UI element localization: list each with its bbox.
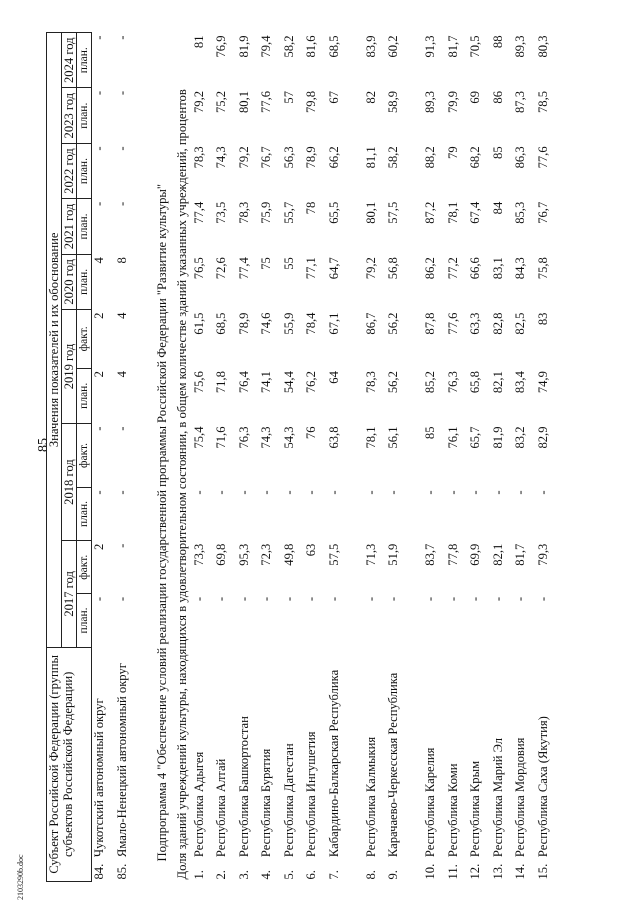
region-name: Карачаево-Черкесская Республика — [386, 672, 400, 858]
value-cell: 58,2 — [281, 35, 296, 58]
year-header: 2024 год — [62, 33, 77, 88]
value-cell: 74,9 — [535, 371, 550, 394]
value-cell: - — [423, 596, 437, 602]
value-cell: 72,6 — [214, 257, 228, 280]
row-index: 14. — [513, 863, 527, 880]
plan-subheader: план. — [77, 254, 92, 309]
row-index: 4. — [259, 870, 273, 880]
value-cell: 85 — [423, 426, 437, 440]
year-header: 2020 год — [62, 254, 77, 309]
value-cell: 77,8 — [445, 543, 460, 566]
value-cell: 55,7 — [281, 201, 296, 224]
value-cell: 78,1 — [363, 426, 378, 449]
plan-subheader: план. — [77, 594, 92, 647]
value-cell: 81,6 — [304, 35, 318, 58]
value-cell: 68,2 — [468, 146, 482, 169]
year-header: 2018 год — [62, 424, 77, 541]
value-cell: 75,6 — [191, 371, 206, 394]
values-header: Значения показателей и их обоснование — [47, 33, 62, 648]
value-cell: 61,5 — [191, 312, 206, 335]
value-cell: 56,2 — [386, 312, 400, 335]
plan-subheader: план. — [77, 143, 92, 198]
row-index: 2. — [214, 870, 228, 880]
value-cell: 56,3 — [281, 146, 296, 169]
value-cell: 73,5 — [214, 201, 228, 224]
value-cell: 83,1 — [490, 257, 505, 280]
value-cell: - — [386, 596, 400, 602]
value-cell: 56,1 — [386, 426, 400, 449]
value-cell: 82,8 — [490, 312, 505, 335]
year-header: 2017 год — [62, 541, 77, 648]
value-cell: - — [214, 490, 228, 495]
region-name: Республика Дагестан — [281, 743, 296, 858]
value-cell: 58,9 — [386, 90, 400, 114]
value-cell: - — [191, 596, 206, 602]
value-cell: 83 — [535, 312, 550, 326]
table-body-main — [192, 33, 559, 882]
plan-subheader: план. — [77, 368, 92, 423]
value-cell: 71,3 — [363, 543, 378, 566]
value-cell: 57 — [281, 90, 296, 104]
value-cell: 75,4 — [191, 426, 206, 449]
value-cell: 79,3 — [535, 543, 550, 566]
value-cell: 86,2 — [423, 257, 437, 280]
value-cell: 77,4 — [236, 257, 251, 280]
region-name: Республика Бурятия — [259, 748, 273, 858]
region-name: Ямало-Ненецкий автономный округ — [114, 663, 129, 858]
table-row — [92, 33, 115, 882]
value-cell: 73,3 — [191, 543, 206, 566]
table-row — [491, 33, 514, 882]
value-cell: - — [114, 426, 129, 431]
value-cell: - — [236, 490, 251, 495]
value-cell: 84,3 — [513, 257, 527, 280]
subject-column-header: Субъект Российской Федерации (группы субъектов Российской Федерации) — [47, 647, 92, 881]
value-cell: 75 — [259, 257, 273, 270]
value-cell: 85,2 — [423, 371, 437, 394]
rotated-document — [46, 32, 626, 882]
value-cell: 78,3 — [191, 146, 206, 169]
region-name: Республика Коми — [445, 763, 460, 858]
value-cell: 79,2 — [191, 90, 206, 114]
region-name: Чукотский автономный округ — [92, 698, 106, 858]
value-cell: 91,3 — [423, 35, 437, 58]
row-index: 11. — [445, 864, 460, 880]
value-cell: - — [92, 596, 106, 602]
value-cell: 78 — [304, 201, 318, 215]
value-cell: 87,8 — [423, 312, 437, 335]
value-cell: 77,6 — [445, 312, 460, 335]
region-name: Республика Адыгея — [191, 751, 206, 858]
row-index: 12. — [468, 863, 482, 880]
value-cell: 77,4 — [191, 201, 206, 224]
value-cell: - — [92, 426, 106, 431]
value-cell: 78,3 — [236, 201, 251, 224]
plan-subheader: план. — [77, 88, 92, 143]
value-cell: 66,2 — [326, 146, 341, 169]
value-cell: - — [114, 543, 129, 548]
value-cell: - — [92, 490, 106, 495]
region-name: Республика Карелия — [423, 747, 437, 858]
value-cell: 75,8 — [535, 257, 550, 280]
value-cell: 82,9 — [535, 426, 550, 449]
value-cell: 4 — [114, 371, 129, 378]
value-cell: 65,7 — [468, 426, 482, 449]
value-cell: 79,8 — [304, 90, 318, 114]
value-cell: 76,7 — [535, 201, 550, 224]
value-cell: 76,2 — [304, 371, 318, 394]
table-row — [446, 33, 469, 882]
value-cell: 69 — [468, 90, 482, 104]
value-cell: 76,7 — [259, 146, 273, 169]
value-cell: 81 — [191, 35, 206, 49]
fact-subheader: факт. — [77, 541, 92, 594]
value-cell: - — [114, 490, 129, 495]
value-cell: 63 — [304, 543, 318, 557]
value-cell: - — [468, 596, 482, 602]
table-row — [237, 33, 260, 882]
value-cell: 55 — [281, 257, 296, 270]
value-cell: 60,2 — [386, 35, 400, 58]
value-cell: - — [304, 596, 318, 602]
region-name: Республика Ингушетия — [304, 731, 318, 858]
value-cell: 79,9 — [445, 90, 460, 114]
value-cell: 54,4 — [281, 371, 296, 394]
section-titles — [152, 33, 192, 882]
value-cell: - — [281, 490, 296, 495]
value-cell: 81,9 — [490, 426, 505, 449]
value-cell: 80,3 — [535, 35, 550, 58]
year-header: 2023 год — [62, 88, 77, 143]
value-cell: 63,3 — [468, 312, 482, 335]
table-row — [513, 33, 536, 882]
footer-filename: 2103290b.doc — [16, 854, 25, 900]
value-cell: 86,3 — [513, 146, 527, 169]
value-cell: 64 — [326, 371, 341, 384]
row-index: 1. — [191, 870, 206, 880]
value-cell: 79,2 — [236, 146, 251, 169]
value-cell: 76,3 — [445, 371, 460, 394]
plan-subheader: план. — [77, 487, 92, 540]
value-cell: - — [326, 490, 341, 495]
value-cell: - — [535, 596, 550, 602]
value-cell: 71,8 — [214, 371, 228, 394]
value-cell: 71,6 — [214, 426, 228, 449]
value-cell: 74,3 — [259, 426, 273, 449]
row-index: 84. — [92, 863, 106, 880]
value-cell: 81,7 — [445, 35, 460, 58]
value-cell: 58,2 — [386, 146, 400, 169]
value-cell: 78,3 — [363, 371, 378, 394]
value-cell: - — [114, 201, 129, 206]
region-name: Кабардино-Балкарская Республика — [326, 669, 341, 858]
value-cell: 86,7 — [363, 312, 378, 335]
row-index: 10. — [423, 863, 437, 880]
table-row — [304, 33, 327, 882]
value-cell: 95,3 — [236, 543, 251, 566]
value-cell: 84 — [490, 201, 505, 215]
value-cell: 75,9 — [259, 201, 273, 224]
value-cell: - — [490, 490, 505, 495]
value-cell: 74,1 — [259, 371, 273, 394]
value-cell: 80,1 — [363, 201, 378, 224]
value-cell: - — [304, 490, 318, 495]
value-cell: 82,5 — [513, 312, 527, 335]
row-index: 85. — [114, 863, 129, 880]
value-cell: - — [423, 490, 437, 495]
value-cell: 83,4 — [513, 371, 527, 394]
value-cell: 77,2 — [445, 257, 460, 280]
value-cell: 81,9 — [236, 35, 251, 58]
value-cell: 67 — [326, 90, 341, 104]
value-cell: 51,9 — [386, 543, 400, 566]
value-cell: 4 — [114, 312, 129, 319]
subprogram-title: Подпрограмма 4 "Обеспечение условий реализации государственной программы Российской Федерации "Развитие культуры" — [154, 183, 169, 862]
value-cell: - — [513, 596, 527, 602]
value-cell: - — [513, 490, 527, 495]
value-cell: 79 — [445, 146, 460, 159]
value-cell: 54,3 — [281, 426, 296, 449]
value-cell: 2 — [92, 371, 106, 378]
value-cell: 56,2 — [386, 371, 400, 394]
value-cell: - — [386, 490, 400, 495]
indicator-title: Доля зданий учреждений культуры, находящихся в удовлетворительном состоянии, в общем количестве зданий указанных учреждений, процентов — [174, 89, 189, 880]
value-cell: 74,6 — [259, 312, 273, 335]
row-index: 13. — [490, 863, 505, 880]
value-cell: 80,1 — [236, 90, 251, 114]
value-cell: 8 — [114, 257, 129, 264]
value-cell: - — [535, 490, 550, 495]
value-cell: - — [92, 35, 106, 40]
value-cell: 4 — [92, 257, 106, 264]
value-cell: 83,9 — [363, 35, 378, 58]
value-cell: 75,2 — [214, 90, 228, 114]
value-cell: 76,9 — [214, 35, 228, 58]
table-row — [282, 33, 305, 882]
value-cell: 78,9 — [236, 312, 251, 335]
value-cell: - — [236, 596, 251, 602]
value-cell: 82 — [363, 90, 378, 104]
value-cell: 74,3 — [214, 146, 228, 169]
table-row — [192, 33, 215, 882]
table-row — [468, 33, 491, 882]
value-cell: - — [191, 490, 206, 495]
fact-subheader: факт. — [77, 310, 92, 369]
value-cell: 79,4 — [259, 35, 273, 58]
table-row — [115, 33, 152, 882]
value-cell: 81,1 — [363, 146, 378, 169]
value-cell: 78,9 — [304, 146, 318, 169]
value-cell: - — [468, 490, 482, 495]
row-index: 6. — [304, 870, 318, 880]
value-cell: - — [92, 90, 106, 96]
table-row — [259, 33, 282, 882]
table-body-top — [92, 33, 152, 882]
value-cell: - — [92, 201, 106, 206]
table-row — [386, 33, 423, 882]
region-name: Республика Мордовия — [513, 737, 527, 858]
value-cell: 70,5 — [468, 35, 482, 58]
table-row — [214, 33, 237, 882]
value-cell: 81,7 — [513, 543, 527, 566]
value-cell: - — [490, 596, 505, 602]
value-cell: 76 — [304, 426, 318, 440]
value-cell: 65,5 — [326, 201, 341, 224]
value-cell: - — [445, 596, 460, 602]
value-cell: 76,3 — [236, 426, 251, 449]
value-cell: - — [281, 596, 296, 602]
plan-subheader: план. — [77, 199, 92, 254]
row-index: 8. — [363, 870, 378, 880]
value-cell: 86 — [490, 90, 505, 104]
value-cell: 82,1 — [490, 543, 505, 566]
value-cell: - — [259, 596, 273, 602]
value-cell: 79,2 — [363, 257, 378, 280]
value-cell: 77,1 — [304, 257, 318, 280]
row-index: 15. — [535, 863, 550, 880]
value-cell: - — [92, 146, 106, 151]
value-cell: - — [214, 596, 228, 602]
value-cell: 77,6 — [259, 90, 273, 114]
region-name: Республика Алтай — [214, 758, 228, 858]
value-cell: 66,6 — [468, 257, 482, 280]
value-cell: 88,2 — [423, 146, 437, 169]
fact-subheader: факт. — [77, 424, 92, 488]
value-cell: 88 — [490, 35, 505, 49]
value-cell: 55,9 — [281, 312, 296, 335]
indicator-table — [46, 32, 558, 882]
value-cell: 69,9 — [468, 543, 482, 566]
region-name: Республика Марий Эл — [490, 737, 505, 858]
row-index: 7. — [326, 870, 341, 880]
table-row — [364, 33, 387, 882]
value-cell: - — [445, 490, 460, 495]
value-cell: - — [114, 146, 129, 151]
value-cell: 76,1 — [445, 426, 460, 449]
value-cell: 56,8 — [386, 257, 400, 280]
value-cell: 69,8 — [214, 543, 228, 566]
region-name: Республика Башкортостан — [236, 716, 251, 858]
value-cell: 64,7 — [326, 257, 341, 280]
value-cell: 76,4 — [236, 371, 251, 394]
value-cell: 67,4 — [468, 201, 482, 224]
value-cell: - — [326, 596, 341, 602]
value-cell: 83,2 — [513, 426, 527, 449]
plan-subheader: план. — [77, 33, 92, 88]
value-cell: 63,8 — [326, 426, 341, 449]
value-cell: 49,8 — [281, 543, 296, 566]
value-cell: 65,8 — [468, 371, 482, 394]
value-cell: 57,5 — [386, 201, 400, 224]
year-header: 2021 год — [62, 199, 77, 254]
value-cell: 89,3 — [423, 90, 437, 114]
value-cell: 87,2 — [423, 201, 437, 224]
table-row — [327, 33, 364, 882]
value-cell: 83,7 — [423, 543, 437, 566]
value-cell: 85 — [490, 146, 505, 159]
value-cell: 57,5 — [326, 543, 341, 566]
value-cell: 2 — [92, 312, 106, 319]
region-name: Республика Калмыкия — [363, 736, 378, 858]
table-row — [536, 33, 559, 882]
value-cell: 89,3 — [513, 35, 527, 58]
region-name: Республика Саха (Якутия) — [535, 716, 550, 858]
table-row — [423, 33, 446, 882]
value-cell: 2 — [92, 543, 106, 550]
value-cell: 85,3 — [513, 201, 527, 224]
value-cell: - — [363, 596, 378, 602]
value-cell: 68,5 — [326, 35, 341, 58]
region-name: Республика Крым — [468, 760, 482, 858]
year-header: 2022 год — [62, 143, 77, 198]
value-cell: 76,5 — [191, 257, 206, 280]
row-index: 3. — [236, 870, 251, 880]
value-cell: 78,1 — [445, 201, 460, 224]
value-cell: 78,5 — [535, 90, 550, 114]
value-cell: - — [259, 490, 273, 495]
value-cell: 68,5 — [214, 312, 228, 335]
value-cell: - — [114, 596, 129, 602]
row-index: 5. — [281, 870, 296, 880]
row-index: 9. — [386, 870, 400, 880]
value-cell: - — [114, 90, 129, 96]
value-cell: 78,4 — [304, 312, 318, 335]
year-header: 2019 год — [62, 310, 77, 424]
page-number: 85 — [36, 438, 51, 452]
value-cell: 82,1 — [490, 371, 505, 394]
value-cell: - — [363, 490, 378, 495]
value-cell: 77,6 — [535, 146, 550, 169]
value-cell: - — [114, 35, 129, 40]
value-cell: 72,3 — [259, 543, 273, 566]
value-cell: 87,3 — [513, 90, 527, 114]
value-cell: 67,1 — [326, 312, 341, 335]
